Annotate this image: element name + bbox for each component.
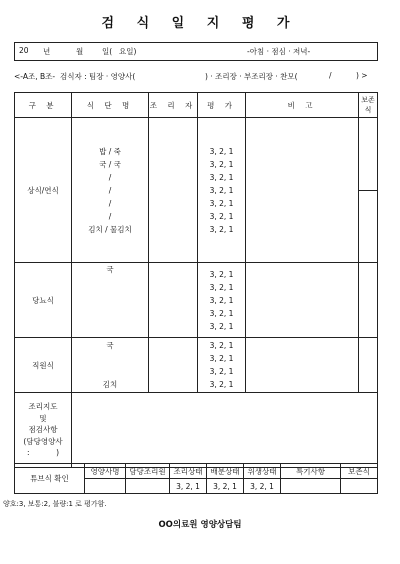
preserved-cell[interactable] [359, 263, 378, 338]
grade-label: <-A조, B조- [14, 72, 56, 81]
guidance-notes-field[interactable] [72, 393, 378, 468]
rating-option[interactable]: 3, 2, 1 [209, 211, 234, 221]
col-preserved: 보존식 [341, 464, 378, 479]
menu-cell[interactable] [72, 118, 149, 263]
meal-times: -아침 · 점심 · 저녁- [247, 47, 311, 56]
rating-option[interactable]: 3, 2, 1 [209, 367, 234, 376]
rating-option[interactable]: 3, 2, 1 [209, 295, 234, 305]
rating-option[interactable]: 3, 2, 1 [209, 308, 234, 318]
menu-line: 국 / 국 [99, 159, 121, 169]
table-header-row [15, 93, 378, 118]
rating-option[interactable]: 3, 2, 1 [209, 269, 234, 279]
menu-cell[interactable] [72, 263, 149, 338]
day-unit: 일( [102, 47, 113, 56]
menu-line: 국 [106, 265, 114, 274]
col-cooking: 조리상태 [170, 464, 207, 479]
line-end: ) > [356, 71, 368, 80]
year-unit: 년 [43, 47, 51, 56]
tube-feeding-check-table [14, 463, 378, 494]
preserved-field[interactable] [341, 479, 378, 494]
col-dietitian: 영양사명 [85, 464, 126, 479]
remarks-cell[interactable] [246, 338, 359, 393]
rating-cell[interactable] [198, 118, 246, 263]
cook-field[interactable] [126, 479, 170, 494]
rating-option[interactable]: 3, 2, 1 [209, 341, 234, 350]
rating-option[interactable]: 3, 2, 1 [209, 321, 234, 331]
slash-label: / [329, 71, 332, 80]
menu-line [72, 352, 148, 365]
header-category: 구 분 [15, 93, 72, 118]
menu-line [72, 365, 148, 378]
cook-cell[interactable] [149, 263, 198, 338]
evaluation-table [14, 92, 378, 468]
col-cook: 담당조리원 [126, 464, 170, 479]
guidance-label: 조리지도 및 점검사항 (담당영양사 : ) [15, 393, 72, 468]
header-rating: 평 가 [198, 93, 246, 118]
date-field[interactable] [14, 42, 378, 61]
rating-option[interactable]: 3, 2, 1 [209, 146, 234, 156]
section-name: 당뇨식 [15, 263, 72, 338]
menu-line: 김치 / 물김치 [88, 224, 132, 234]
rating-cell[interactable] [198, 263, 246, 338]
preserved-cell[interactable] [359, 118, 378, 263]
header-cook: 조 리 자 [149, 93, 198, 118]
rating-option[interactable]: 3, 2, 1 [209, 172, 234, 182]
cooking-rating[interactable]: 3, 2, 1 [170, 479, 207, 494]
menu-line: / [108, 185, 112, 195]
col-hygiene: 위생상태 [244, 464, 281, 479]
header-remarks: 비 고 [246, 93, 359, 118]
rating-cell[interactable] [198, 338, 246, 393]
check-label: 튜브식 확인 [15, 464, 85, 494]
weekday-unit: 요일) [119, 47, 137, 56]
menu-line: / [108, 172, 112, 182]
year-label: 20 [19, 46, 29, 55]
dietitian-field[interactable] [85, 479, 126, 494]
notes-field[interactable] [281, 479, 341, 494]
menu-cell[interactable] [72, 338, 149, 393]
rating-option[interactable]: 3, 2, 1 [209, 224, 234, 234]
rating-option[interactable]: 3, 2, 1 [209, 159, 234, 169]
rating-option[interactable]: 3, 2, 1 [209, 380, 234, 389]
rating-note: 양호:3, 보통:2, 불량:1 로 평가함. [3, 500, 107, 508]
header-menu: 식 단 명 [72, 93, 149, 118]
cell-divider [359, 190, 377, 191]
cook-label: ) · 조리장 · 부조리장 · 찬모( [205, 72, 298, 81]
check-header-row [15, 464, 378, 479]
rating-option[interactable]: 3, 2, 1 [209, 354, 234, 363]
col-notes: 특기사항 [281, 464, 341, 479]
table-row [15, 338, 378, 393]
rating-option[interactable]: 3, 2, 1 [209, 282, 234, 292]
menu-line: / [108, 198, 112, 208]
table-row [15, 393, 378, 468]
cook-cell[interactable] [149, 118, 198, 263]
section-name: 상식/연식 [15, 118, 72, 263]
month-unit: 월 [76, 47, 84, 56]
distribution-rating[interactable]: 3, 2, 1 [207, 479, 244, 494]
remarks-cell[interactable] [246, 118, 359, 263]
rating-option[interactable]: 3, 2, 1 [209, 185, 234, 195]
rating-option[interactable]: 3, 2, 1 [209, 198, 234, 208]
header-preserved: 보존식 [359, 93, 378, 118]
hygiene-rating[interactable]: 3, 2, 1 [244, 479, 281, 494]
col-distribution: 배분상태 [207, 464, 244, 479]
menu-line: 김치 [102, 380, 118, 389]
inspector-label: 검식자 : 팀장 · 영양사( [60, 72, 136, 81]
menu-line: / [108, 211, 112, 221]
menu-line: 밥 / 죽 [99, 146, 121, 156]
menu-line: 국 [106, 341, 114, 350]
table-row [15, 263, 378, 338]
remarks-cell[interactable] [246, 263, 359, 338]
preserved-cell[interactable] [359, 338, 378, 393]
form-title: 검 식 일 지 평 가 [101, 16, 299, 31]
table-row [15, 118, 378, 263]
cook-cell[interactable] [149, 338, 198, 393]
organization-footer: OO의료원 영양상담팀 [158, 520, 242, 530]
section-name: 직원식 [15, 338, 72, 393]
